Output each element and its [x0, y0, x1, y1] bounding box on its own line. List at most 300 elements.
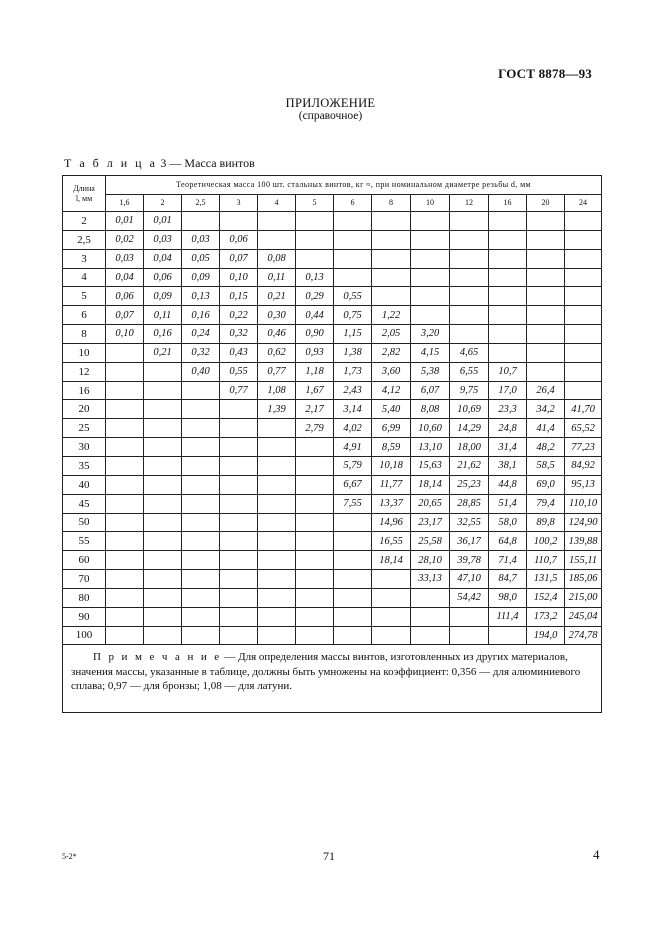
length-cell: 5	[63, 287, 106, 306]
mass-cell	[106, 551, 144, 570]
table-row	[63, 513, 602, 532]
mass-cell	[527, 362, 565, 381]
footer-page-number: 71	[323, 849, 335, 863]
mass-cell	[489, 249, 527, 268]
mass-cell: 0,11	[144, 306, 182, 325]
mass-cell	[182, 513, 220, 532]
mass-cell: 0,30	[258, 306, 296, 325]
mass-cell: 0,77	[258, 362, 296, 381]
mass-cell: 28,10	[411, 551, 450, 570]
mass-cell	[489, 306, 527, 325]
mass-cell: 0,09	[182, 268, 220, 287]
mass-cell: 2,17	[296, 400, 334, 419]
mass-cell: 48,2	[527, 438, 565, 457]
length-cell: 60	[63, 551, 106, 570]
mass-cell	[182, 626, 220, 645]
mass-cell	[334, 513, 372, 532]
table-caption-title: 3 — Масса винтов	[157, 156, 255, 170]
mass-cell	[296, 626, 334, 645]
mass-cell: 14,29	[450, 419, 489, 438]
length-cell: 2,5	[63, 230, 106, 249]
length-cell: 90	[63, 607, 106, 626]
mass-cell: 0,16	[144, 325, 182, 344]
mass-cell	[296, 212, 334, 231]
mass-cell: 84,92	[565, 456, 602, 475]
diameter-header: 1,6	[106, 195, 144, 212]
mass-cell	[296, 570, 334, 589]
mass-cell: 71,4	[489, 551, 527, 570]
table-row	[63, 306, 602, 325]
mass-cell: 15,63	[411, 456, 450, 475]
mass-cell: 23,17	[411, 513, 450, 532]
mass-cell: 1,08	[258, 381, 296, 400]
mass-cell	[411, 268, 450, 287]
mass-cell: 44,8	[489, 475, 527, 494]
mass-cell: 0,90	[296, 325, 334, 344]
mass-cell: 79,4	[527, 494, 565, 513]
mass-cell: 58,5	[527, 456, 565, 475]
mass-cell	[144, 362, 182, 381]
mass-cell	[220, 494, 258, 513]
mass-cell: 131,5	[527, 570, 565, 589]
length-cell: 8	[63, 325, 106, 344]
mass-cell	[565, 362, 602, 381]
mass-cell: 4,91	[334, 438, 372, 457]
mass-cell	[334, 212, 372, 231]
mass-cell: 0,44	[296, 306, 334, 325]
mass-cell: 25,58	[411, 532, 450, 551]
mass-cell	[527, 306, 565, 325]
mass-cell	[527, 268, 565, 287]
mass-cell	[258, 494, 296, 513]
mass-cell: 0,32	[220, 325, 258, 344]
table-row	[63, 343, 602, 362]
table-row	[63, 626, 602, 645]
mass-cell	[182, 588, 220, 607]
mass-cell	[220, 212, 258, 231]
length-cell: 100	[63, 626, 106, 645]
mass-cell: 4,15	[411, 343, 450, 362]
mass-cell: 0,55	[334, 287, 372, 306]
note-label: П р и м е ч а н и е	[93, 651, 222, 664]
standard-number: ГОСТ 8878—93	[498, 66, 592, 81]
diameter-header: 24	[565, 195, 602, 212]
mass-cell: 0,13	[182, 287, 220, 306]
mass-cell	[450, 626, 489, 645]
mass-cell: 124,90	[565, 513, 602, 532]
appendix-title: ПРИЛОЖЕНИЕ	[285, 96, 376, 110]
mass-cell: 0,62	[258, 343, 296, 362]
mass-cell	[106, 513, 144, 532]
mass-cell	[372, 212, 411, 231]
mass-cell	[144, 588, 182, 607]
length-cell: 50	[63, 513, 106, 532]
mass-cell: 0,77	[220, 381, 258, 400]
mass-cell: 1,22	[372, 306, 411, 325]
mass-cell	[565, 230, 602, 249]
mass-cell: 152,4	[527, 588, 565, 607]
mass-cell	[220, 588, 258, 607]
mass-cell	[182, 212, 220, 231]
mass-cell: 194,0	[527, 626, 565, 645]
mass-cell	[565, 325, 602, 344]
mass-cell: 155,11	[565, 551, 602, 570]
table-row	[63, 287, 602, 306]
length-cell: 30	[63, 438, 106, 457]
mass-cell	[220, 513, 258, 532]
mass-cell: 0,07	[220, 249, 258, 268]
table-row	[63, 475, 602, 494]
mass-cell: 32,55	[450, 513, 489, 532]
diameter-header: 5	[296, 195, 334, 212]
mass-cell	[258, 551, 296, 570]
mass-cell: 0,75	[334, 306, 372, 325]
mass-cell: 185,06	[565, 570, 602, 589]
mass-cell: 0,08	[258, 249, 296, 268]
mass-cell: 0,06	[144, 268, 182, 287]
length-cell: 35	[63, 456, 106, 475]
mass-cell	[144, 419, 182, 438]
mass-cell: 54,42	[450, 588, 489, 607]
mass-cell	[411, 588, 450, 607]
mass-cell	[106, 456, 144, 475]
mass-cell: 10,7	[489, 362, 527, 381]
mass-cell: 1,73	[334, 362, 372, 381]
mass-cell	[106, 475, 144, 494]
table-note	[63, 645, 602, 713]
mass-cell: 1,15	[334, 325, 372, 344]
mass-cell: 8,59	[372, 438, 411, 457]
mass-cell: 25,23	[450, 475, 489, 494]
mass-cell: 51,4	[489, 494, 527, 513]
mass-cell	[220, 475, 258, 494]
mass-cell: 0,10	[106, 325, 144, 344]
length-cell: 16	[63, 381, 106, 400]
mass-cell	[411, 306, 450, 325]
mass-cell	[258, 570, 296, 589]
mass-cell: 23,3	[489, 400, 527, 419]
mass-cell: 39,78	[450, 551, 489, 570]
mass-cell	[144, 626, 182, 645]
mass-cell	[144, 513, 182, 532]
mass-cell	[182, 494, 220, 513]
mass-cell: 0,04	[106, 268, 144, 287]
length-cell: 70	[63, 570, 106, 589]
length-cell: 4	[63, 268, 106, 287]
mass-cell	[296, 513, 334, 532]
mass-cell: 100,2	[527, 532, 565, 551]
mass-cell	[258, 513, 296, 532]
mass-cell	[527, 325, 565, 344]
mass-cell	[565, 212, 602, 231]
mass-cell	[220, 607, 258, 626]
mass-cell	[182, 607, 220, 626]
mass-cell	[296, 249, 334, 268]
length-cell: 12	[63, 362, 106, 381]
mass-cell: 58,0	[489, 513, 527, 532]
diameter-header: 2	[144, 195, 182, 212]
footer-right-number: 4	[593, 847, 600, 862]
mass-cell: 173,2	[527, 607, 565, 626]
mass-cell: 77,23	[565, 438, 602, 457]
mass-cell: 3,60	[372, 362, 411, 381]
mass-cell	[144, 381, 182, 400]
mass-cell	[450, 268, 489, 287]
mass-cell	[565, 249, 602, 268]
mass-cell	[258, 532, 296, 551]
mass-cell: 41,70	[565, 400, 602, 419]
mass-cell: 64,8	[489, 532, 527, 551]
mass-cell	[182, 570, 220, 589]
mass-cell	[489, 287, 527, 306]
mass-cell: 41,4	[527, 419, 565, 438]
mass-cell	[144, 494, 182, 513]
mass-cell	[565, 287, 602, 306]
table-row	[63, 381, 602, 400]
mass-cell	[334, 626, 372, 645]
mass-cell: 28,85	[450, 494, 489, 513]
mass-cell: 0,01	[144, 212, 182, 231]
mass-cell: 47,10	[450, 570, 489, 589]
mass-cell	[450, 325, 489, 344]
mass-cell	[220, 626, 258, 645]
mass-cell: 1,38	[334, 343, 372, 362]
table-row	[63, 532, 602, 551]
mass-cell: 0,02	[106, 230, 144, 249]
length-cell: 2	[63, 212, 106, 231]
mass-cell: 245,04	[565, 607, 602, 626]
table-row	[63, 551, 602, 570]
mass-cell: 17,0	[489, 381, 527, 400]
mass-cell	[258, 588, 296, 607]
mass-cell	[106, 343, 144, 362]
mass-cell	[372, 570, 411, 589]
mass-cell	[182, 419, 220, 438]
mass-cell	[258, 212, 296, 231]
mass-cell: 0,06	[106, 287, 144, 306]
length-cell: 40	[63, 475, 106, 494]
mass-cell	[334, 532, 372, 551]
diameter-header: 16	[489, 195, 527, 212]
mass-cell	[144, 475, 182, 494]
table-row	[63, 212, 602, 231]
mass-cell	[334, 268, 372, 287]
mass-cell: 4,12	[372, 381, 411, 400]
mass-cell: 0,21	[144, 343, 182, 362]
mass-cell: 36,17	[450, 532, 489, 551]
mass-cell: 6,55	[450, 362, 489, 381]
table-row	[63, 494, 602, 513]
mass-cell	[489, 230, 527, 249]
mass-cell	[296, 532, 334, 551]
diameter-header: 12	[450, 195, 489, 212]
mass-cell	[106, 419, 144, 438]
mass-cell	[334, 249, 372, 268]
mass-cell: 0,06	[220, 230, 258, 249]
mass-cell	[106, 588, 144, 607]
mass-cell: 6,99	[372, 419, 411, 438]
mass-cell: 0,03	[106, 249, 144, 268]
appendix-subtitle: (справочное)	[298, 110, 363, 122]
mass-cell	[411, 287, 450, 306]
mass-cell	[220, 532, 258, 551]
mass-cell	[372, 607, 411, 626]
mass-cell	[450, 287, 489, 306]
length-cell: 25	[63, 419, 106, 438]
mass-cell	[182, 381, 220, 400]
mass-cell	[106, 626, 144, 645]
table-caption	[64, 156, 255, 171]
table-caption-label: Т а б л и ц а	[64, 156, 158, 170]
mass-cell	[258, 626, 296, 645]
mass-cell: 0,01	[106, 212, 144, 231]
table-row	[63, 400, 602, 419]
mass-cell	[106, 532, 144, 551]
mass-cell: 0,55	[220, 362, 258, 381]
mass-cell	[411, 212, 450, 231]
mass-cell	[527, 287, 565, 306]
length-cell: 20	[63, 400, 106, 419]
diameter-header: 2,5	[182, 195, 220, 212]
mass-cell	[106, 607, 144, 626]
mass-cell: 0,13	[296, 268, 334, 287]
mass-cell: 10,69	[450, 400, 489, 419]
mass-cell: 24,8	[489, 419, 527, 438]
table-row	[63, 230, 602, 249]
mass-cell	[411, 249, 450, 268]
length-header-line2: l, мм	[75, 193, 93, 203]
diameter-header: 10	[411, 195, 450, 212]
mass-cell	[220, 570, 258, 589]
mass-cell	[450, 249, 489, 268]
length-cell: 45	[63, 494, 106, 513]
mass-cell: 2,43	[334, 381, 372, 400]
mass-cell: 0,05	[182, 249, 220, 268]
table-row	[63, 249, 602, 268]
mass-cell: 34,2	[527, 400, 565, 419]
mass-cell: 8,08	[411, 400, 450, 419]
mass-cell	[565, 381, 602, 400]
mass-cell: 110,7	[527, 551, 565, 570]
mass-cell: 0,15	[220, 287, 258, 306]
mass-cell: 110,10	[565, 494, 602, 513]
diameter-header: 20	[527, 195, 565, 212]
mass-cell: 95,13	[565, 475, 602, 494]
mass-cell	[489, 268, 527, 287]
mass-cell	[372, 626, 411, 645]
mass-cell: 5,79	[334, 456, 372, 475]
mass-cell	[334, 551, 372, 570]
mass-cell	[296, 494, 334, 513]
mass-cell	[258, 475, 296, 494]
mass-cell	[372, 287, 411, 306]
table-row	[63, 438, 602, 457]
mass-cell: 1,39	[258, 400, 296, 419]
mass-cell	[144, 456, 182, 475]
mass-cell	[372, 230, 411, 249]
mass-cell: 6,67	[334, 475, 372, 494]
mass-cell: 0,93	[296, 343, 334, 362]
mass-cell	[258, 419, 296, 438]
mass-cell	[334, 230, 372, 249]
mass-cell	[489, 626, 527, 645]
length-header-line1: Длина	[73, 183, 95, 193]
mass-cell	[106, 438, 144, 457]
mass-cell: 21,62	[450, 456, 489, 475]
mass-cell	[106, 494, 144, 513]
mass-cell	[220, 438, 258, 457]
mass-cell: 3,20	[411, 325, 450, 344]
mass-cell: 6,07	[411, 381, 450, 400]
table-row	[63, 570, 602, 589]
mass-cell: 0,11	[258, 268, 296, 287]
mass-cell: 11,77	[372, 475, 411, 494]
mass-cell: 0,22	[220, 306, 258, 325]
mass-cell	[258, 230, 296, 249]
mass-cell: 1,18	[296, 362, 334, 381]
mass-cell	[144, 570, 182, 589]
mass-cell: 5,40	[372, 400, 411, 419]
mass-cell	[489, 343, 527, 362]
mass-cell	[296, 456, 334, 475]
mass-cell	[144, 438, 182, 457]
mass-cell	[527, 343, 565, 362]
diameter-header: 3	[220, 195, 258, 212]
mass-cell: 20,65	[411, 494, 450, 513]
mass-cell	[296, 438, 334, 457]
mass-cell	[489, 212, 527, 231]
mass-cell: 2,79	[296, 419, 334, 438]
mass-cell: 10,18	[372, 456, 411, 475]
mass-cell: 0,04	[144, 249, 182, 268]
mass-cell: 18,14	[411, 475, 450, 494]
mass-cell	[450, 212, 489, 231]
length-cell: 80	[63, 588, 106, 607]
mass-cell	[106, 362, 144, 381]
mass-cell	[527, 212, 565, 231]
mass-cell: 1,67	[296, 381, 334, 400]
diameter-header: 4	[258, 195, 296, 212]
mass-cell	[411, 230, 450, 249]
mass-cell	[182, 456, 220, 475]
mass-cell: 14,96	[372, 513, 411, 532]
mass-cell: 16,55	[372, 532, 411, 551]
mass-cell	[296, 551, 334, 570]
table-row	[63, 325, 602, 344]
mass-cell	[220, 400, 258, 419]
mass-cell	[144, 400, 182, 419]
mass-cell	[527, 249, 565, 268]
table-row	[63, 456, 602, 475]
mass-header: Теоретическая масса 100 шт. стальных винтов, кг ≈, при номинальном диаметре резьбы d, мм	[106, 176, 602, 195]
mass-cell	[220, 456, 258, 475]
mass-cell: 0,16	[182, 306, 220, 325]
mass-cell	[296, 230, 334, 249]
table-row	[63, 419, 602, 438]
mass-cell	[106, 400, 144, 419]
mass-cell	[565, 268, 602, 287]
note-text: — Для определения массы винтов, изготовленных из других материалов, значения массы, указанные в таблице, должны быть умножены на коэффициент: 0,356 — для алюминиевого сплава; 0,97 — для бронзы; 1,08 — для латуни.	[71, 651, 581, 693]
length-header	[63, 176, 106, 212]
mass-cell: 0,10	[220, 268, 258, 287]
mass-cell: 5,38	[411, 362, 450, 381]
mass-cell	[106, 381, 144, 400]
mass-cell: 4,65	[450, 343, 489, 362]
mass-cell	[144, 532, 182, 551]
mass-cell	[372, 588, 411, 607]
mass-cell	[258, 438, 296, 457]
mass-cell	[334, 588, 372, 607]
